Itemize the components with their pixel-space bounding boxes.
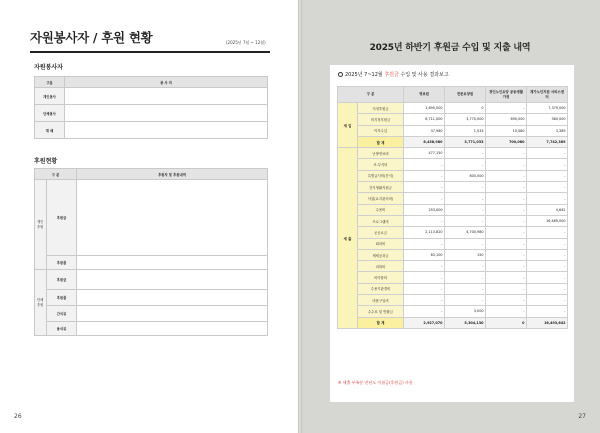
finance-value-cell: - xyxy=(445,215,486,226)
donation-table xyxy=(34,168,268,336)
finance-value-cell: 16,493,642 xyxy=(527,317,568,328)
table-row xyxy=(338,283,568,294)
finance-value-cell: - xyxy=(527,170,568,181)
finance-value-cell: - xyxy=(404,159,445,170)
finance-item-label: 난방연료비 xyxy=(358,148,404,159)
subtitle-suffix: 수입 및 사용 결과보고 xyxy=(400,72,449,78)
finance-item-label: 이자수입 xyxy=(358,125,404,136)
finance-value-cell: - xyxy=(486,215,527,226)
finance-value-cell: 10,080 xyxy=(486,125,527,136)
finance-value-cell: - xyxy=(486,261,527,272)
finance-value-cell: - xyxy=(445,193,486,204)
finance-value-cell: 477,150 xyxy=(404,148,445,159)
table-row xyxy=(338,249,568,260)
table-row xyxy=(338,238,568,249)
donation-section-title: 후원현황 xyxy=(34,158,58,165)
volunteer-header-gubun: 구분 xyxy=(35,77,65,88)
finance-value-cell: - xyxy=(486,148,527,159)
volunteer-table-header xyxy=(35,77,268,88)
finance-header-col3: 경인노인요양 공동생활가정 xyxy=(486,87,527,103)
table-row xyxy=(338,114,568,125)
finance-header-col2: 전문요양원 xyxy=(445,87,486,103)
finance-value-cell: 3,770,000 xyxy=(445,114,486,125)
finance-value-cell: - xyxy=(445,182,486,193)
finance-value-cell: 83,100 xyxy=(404,249,445,260)
table-row xyxy=(338,272,568,283)
table-row xyxy=(338,125,568,136)
finance-item-label: 공공요금 xyxy=(358,227,404,238)
finance-value-cell: - xyxy=(445,283,486,294)
finance-value-cell: - xyxy=(404,238,445,249)
table-row xyxy=(35,306,268,322)
finance-table xyxy=(337,86,568,329)
donation-row-names xyxy=(77,306,268,322)
finance-item-label: 특별급식비(간식) xyxy=(358,170,404,181)
table-row xyxy=(338,182,568,193)
table-row xyxy=(338,170,568,181)
donation-row-label: 간식류 xyxy=(47,306,77,322)
finance-value-cell: - xyxy=(527,283,568,294)
finance-item-label: 프로그램비 xyxy=(358,215,404,226)
donation-group-org: 단체후원 xyxy=(35,270,47,336)
volunteer-section-title: 자원봉사자 xyxy=(34,64,63,71)
page-number-left: 26 xyxy=(14,413,22,420)
finance-item-label: 수용비 xyxy=(358,204,404,215)
finance-value-cell: 253,000 xyxy=(404,204,445,215)
report-card xyxy=(330,65,574,402)
finance-value-cell: - xyxy=(445,261,486,272)
table-row xyxy=(338,261,568,272)
subtitle-prefix: 2025년 7~12월 xyxy=(345,72,383,78)
finance-value-cell: - xyxy=(486,193,527,204)
book-gutter xyxy=(298,0,302,433)
finance-value-cell: - xyxy=(445,295,486,306)
finance-value-cell: - xyxy=(486,283,527,294)
finance-header-col4: 재가노인지원 서비스센터 xyxy=(527,87,568,103)
finance-item-label: 제세공과금 xyxy=(358,249,404,260)
table-row xyxy=(35,88,268,105)
donation-group-personal: 개인후원 xyxy=(35,180,47,270)
finance-value-cell: 600,000 xyxy=(445,170,486,181)
donation-row-names xyxy=(77,270,268,290)
finance-item-label: 의약품비 xyxy=(358,272,404,283)
donation-row-names xyxy=(77,180,268,256)
finance-value-cell: - xyxy=(445,204,486,215)
finance-item-label: 수수료 및 반환금 xyxy=(358,306,404,317)
table-row xyxy=(338,204,568,215)
finance-value-cell: - xyxy=(486,227,527,238)
finance-value-cell: 3,771,033 xyxy=(445,136,486,147)
finance-value-cell: - xyxy=(527,272,568,283)
finance-value-cell: - xyxy=(527,182,568,193)
table-row xyxy=(35,256,268,270)
finance-value-cell: - xyxy=(404,215,445,226)
finance-value-cell: - xyxy=(404,272,445,283)
table-row xyxy=(338,193,568,204)
finance-value-cell: - xyxy=(486,272,527,283)
finance-value-cell: 1,033 xyxy=(445,125,486,136)
finance-value-cell: - xyxy=(486,295,527,306)
finance-value-cell: - xyxy=(404,261,445,272)
donation-row-label: 후원금 xyxy=(47,270,77,290)
table-row xyxy=(35,322,268,336)
finance-value-cell: - xyxy=(404,182,445,193)
finance-value-cell: 6,711,000 xyxy=(404,114,445,125)
finance-item-label: 수용기관경비 xyxy=(358,283,404,294)
donation-table-header xyxy=(35,169,268,180)
table-row xyxy=(35,105,268,122)
finance-item-label: 합 계 xyxy=(358,317,404,328)
volunteer-row-label: 개인봉사 xyxy=(35,88,65,105)
table-row xyxy=(35,270,268,290)
finance-value-cell: - xyxy=(527,295,568,306)
table-row xyxy=(35,290,268,306)
title-rule xyxy=(30,51,270,53)
finance-value-cell: - xyxy=(486,103,527,114)
right-page xyxy=(300,0,600,433)
finance-value-cell: 3,000 xyxy=(445,306,486,317)
table-row xyxy=(338,148,568,159)
finance-value-cell: 700,080 xyxy=(486,136,527,147)
volunteer-row-label: 재 배 xyxy=(35,122,65,139)
finance-value-cell: 37,980 xyxy=(404,125,445,136)
finance-value-cell: - xyxy=(445,148,486,159)
finance-group-label: 세 출 xyxy=(338,148,358,329)
table-row xyxy=(338,215,568,226)
finance-value-cell: - xyxy=(404,170,445,181)
finance-item-label: 합 계 xyxy=(358,136,404,147)
donation-row-label: 후원품 xyxy=(47,290,77,306)
finance-value-cell: - xyxy=(527,306,568,317)
finance-value-cell: - xyxy=(404,295,445,306)
table-row xyxy=(338,317,568,328)
finance-value-cell: - xyxy=(527,249,568,260)
finance-value-cell: - xyxy=(527,227,568,238)
donation-header-content: 후원자 및 후원내역 xyxy=(77,169,268,180)
volunteer-table xyxy=(34,76,268,139)
finance-item-label: 지정후원금 xyxy=(358,103,404,114)
finance-value-cell: - xyxy=(486,182,527,193)
finance-value-cell: - xyxy=(486,159,527,170)
expense-rows xyxy=(338,148,568,329)
finance-value-cell: - xyxy=(527,148,568,159)
income-rows xyxy=(338,103,568,148)
donation-row-label: 용식류 xyxy=(47,322,77,336)
left-page-title: 자원봉사자 / 후원 현황 xyxy=(30,30,153,45)
finance-value-cell: - xyxy=(445,238,486,249)
finance-item-label: 사업(요지관리비) xyxy=(358,193,404,204)
report-subtitle xyxy=(338,71,449,78)
table-row xyxy=(338,306,568,317)
volunteer-row-value xyxy=(65,105,268,122)
finance-item-label: 간식생활지원금 xyxy=(358,182,404,193)
finance-value-cell: 7,379,000 xyxy=(527,103,568,114)
volunteer-row-value xyxy=(65,88,268,105)
finance-value-cell: 150 xyxy=(445,249,486,260)
finance-value-cell: 4,642 xyxy=(527,204,568,215)
donation-row-label: 후원금 xyxy=(47,180,77,256)
donation-header-gubun: 구 분 xyxy=(35,169,77,180)
table-row xyxy=(338,295,568,306)
finance-item-label: 조.부식비 xyxy=(358,159,404,170)
report-note: ※ 세출 부족분 전년도 이월금(후원금) 사용 xyxy=(338,380,413,385)
finance-value-cell: 5,304,130 xyxy=(445,317,486,328)
page-number-right: 27 xyxy=(578,413,586,420)
finance-item-label: 비품구입비 xyxy=(358,295,404,306)
finance-value-cell: 1,690,000 xyxy=(404,103,445,114)
finance-value-cell: - xyxy=(445,272,486,283)
table-row xyxy=(338,227,568,238)
table-row xyxy=(338,136,568,147)
finance-value-cell: - xyxy=(486,238,527,249)
left-page-period: (2025년 7월 ~ 12월) xyxy=(226,40,266,45)
finance-value-cell: - xyxy=(445,159,486,170)
table-row xyxy=(35,122,268,139)
finance-item-label: 피복비 xyxy=(358,261,404,272)
volunteer-row-value xyxy=(65,122,268,139)
finance-value-cell: 7,742,389 xyxy=(527,136,568,147)
finance-value-cell: 3,389 xyxy=(527,125,568,136)
finance-value-cell: 0 xyxy=(445,103,486,114)
donation-row-label: 후원품 xyxy=(47,256,77,270)
finance-value-cell: - xyxy=(486,249,527,260)
finance-value-cell: 360,000 xyxy=(527,114,568,125)
finance-value-cell: 16,489,000 xyxy=(527,215,568,226)
finance-header-col1: 영보원 xyxy=(404,87,445,103)
finance-value-cell: - xyxy=(486,204,527,215)
finance-value-cell: 0 xyxy=(486,317,527,328)
finance-value-cell: - xyxy=(527,159,568,170)
finance-value-cell: 8,438,980 xyxy=(404,136,445,147)
finance-header-gubun: 구 분 xyxy=(338,87,404,103)
table-row xyxy=(338,103,568,114)
finance-value-cell: - xyxy=(404,283,445,294)
finance-value-cell: - xyxy=(527,193,568,204)
finance-value-cell: 690,000 xyxy=(486,114,527,125)
finance-value-cell: - xyxy=(404,306,445,317)
subtitle-highlight: 후원금 xyxy=(384,72,399,78)
finance-value-cell: - xyxy=(527,238,568,249)
finance-value-cell: 2,927,070 xyxy=(404,317,445,328)
table-row xyxy=(338,159,568,170)
donation-row-names xyxy=(77,290,268,306)
table-row xyxy=(35,180,268,256)
volunteer-row-label: 단체봉사 xyxy=(35,105,65,122)
finance-value-cell: - xyxy=(486,170,527,181)
circle-bullet-icon xyxy=(338,72,343,77)
finance-item-label: 회의비 xyxy=(358,238,404,249)
finance-value-cell: 4,700,980 xyxy=(445,227,486,238)
right-page-title: 2025년 하반기 후원금 수입 및 지출 내역 xyxy=(369,43,531,53)
finance-table-header xyxy=(338,87,568,103)
finance-value-cell: - xyxy=(404,193,445,204)
finance-value-cell: - xyxy=(527,261,568,272)
finance-value-cell: - xyxy=(486,306,527,317)
finance-item-label: 비지정후원금 xyxy=(358,114,404,125)
finance-group-label: 세 입 xyxy=(338,103,358,148)
donation-row-names xyxy=(77,256,268,270)
donation-row-names xyxy=(77,322,268,336)
volunteer-header-volunteer: 봉 사 자 xyxy=(65,77,268,88)
finance-value-cell: 2,113,820 xyxy=(404,227,445,238)
